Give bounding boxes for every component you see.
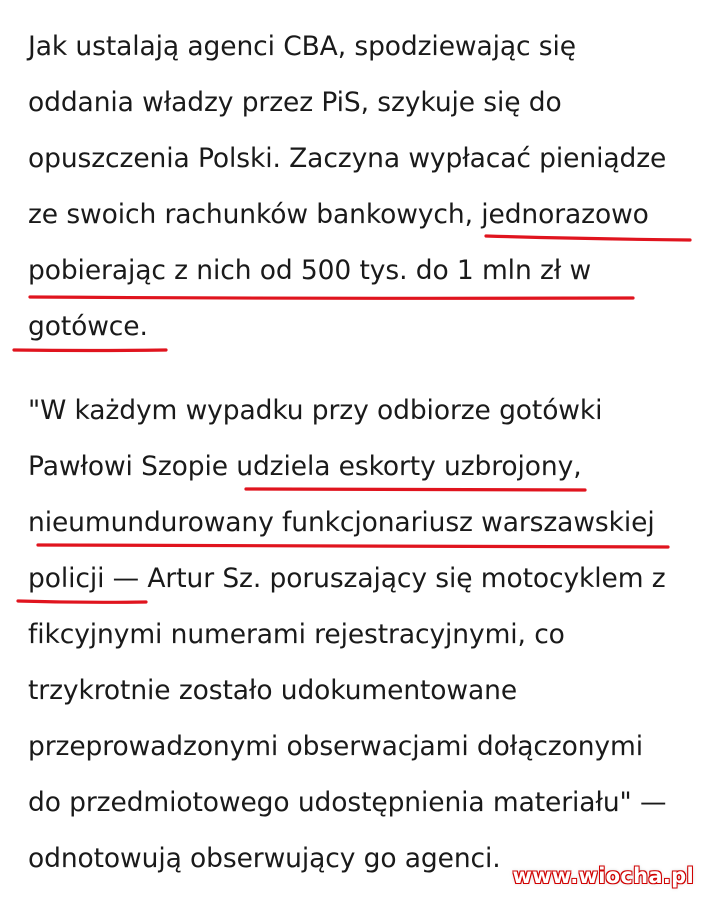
- text-line: "W każdym wypadku przy odbiorze gotówki: [28, 395, 603, 426]
- text-line: Pawłowi Szopie udziela eskorty uzbrojony,: [28, 451, 582, 482]
- text-line: Jak ustalają agenci CBA, spodziewając się: [28, 31, 576, 62]
- text-line: przeprowadzonymi obserwacjami dołączonymi: [28, 731, 643, 762]
- text-line: policji — Artur Sz. poruszający się motocyklem z: [28, 563, 666, 594]
- text-line: odnotowują obserwujący go agenci.: [28, 843, 501, 874]
- text-line: nieumundurowany funkcjonariusz warszawskiej: [28, 507, 655, 538]
- text-line: do przedmiotowego udostępnienia materiału" —: [28, 787, 667, 818]
- text-line: gotówce.: [28, 311, 148, 342]
- text-line: trzykrotnie zostało udokumentowane: [28, 675, 518, 706]
- text-line: ze swoich rachunków bankowych, jednorazowo: [28, 199, 649, 230]
- text-line: fikcyjnymi numerami rejestracyjnymi, co: [28, 619, 565, 650]
- text-line: opuszczenia Polski. Zaczyna wypłacać pieniądze: [28, 143, 667, 174]
- text-line: oddania władzy przez PiS, szykuje się do: [28, 87, 562, 118]
- watermark-logo: www.wiocha.pl: [512, 864, 694, 888]
- text-line: pobierając z nich od 500 tys. do 1 mln zł w: [28, 255, 592, 286]
